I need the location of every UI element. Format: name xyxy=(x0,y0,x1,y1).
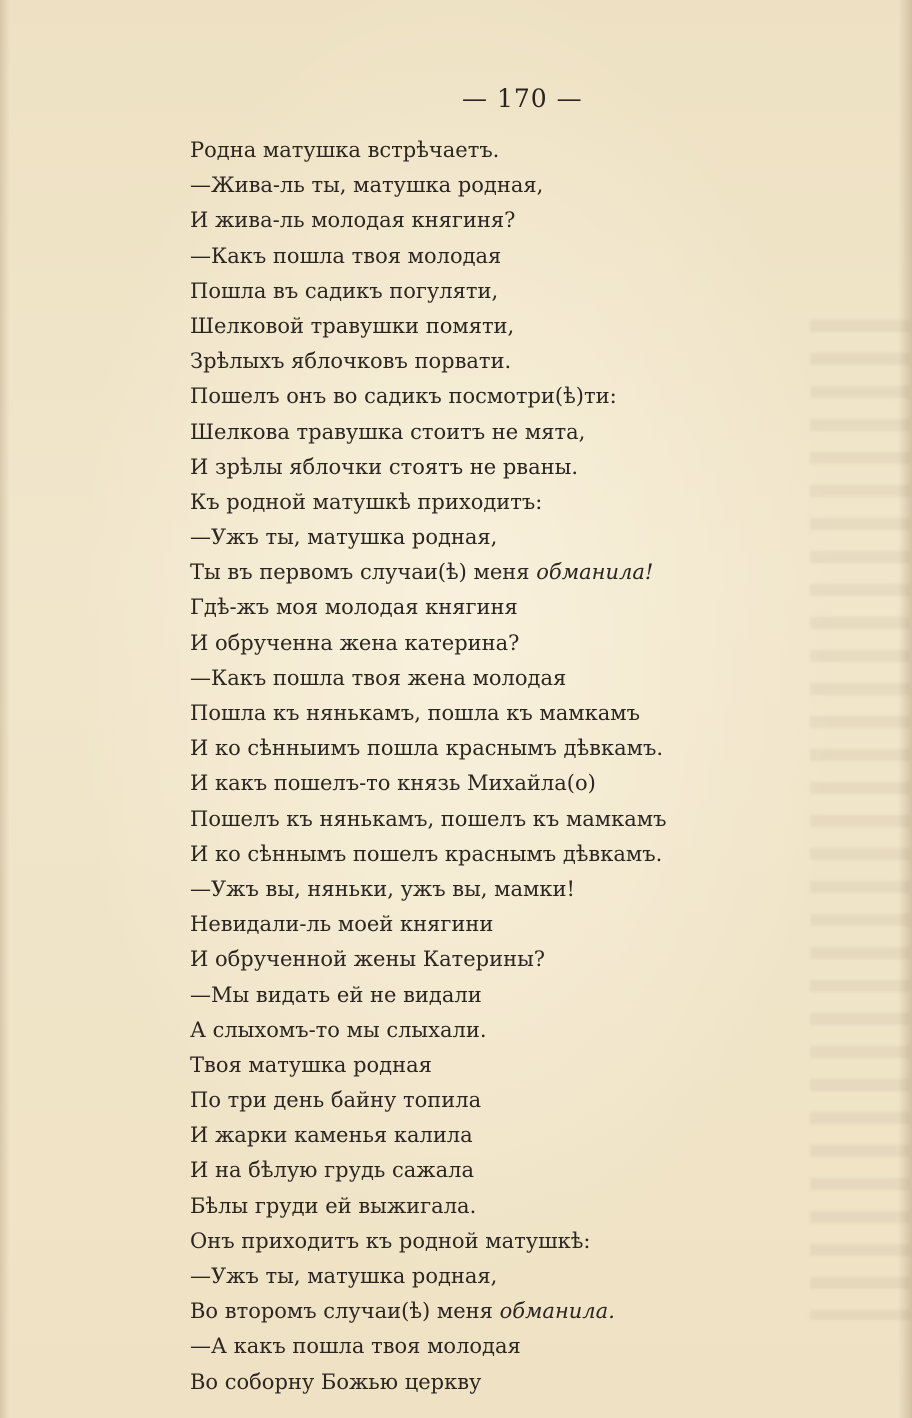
poem-line-text: И обрученна жена катерина? xyxy=(190,630,520,655)
poem-line-text: Бѣлы груди ей выжигала. xyxy=(190,1193,477,1218)
show-through-text xyxy=(810,320,910,1320)
poem-line xyxy=(190,590,790,625)
poem-line-text: Твоя матушка родная xyxy=(190,1052,432,1077)
poem-line-text: Онъ приходитъ къ родной матушкѣ: xyxy=(190,1228,591,1253)
poem-line-text: Шелковой травушки помяти, xyxy=(190,313,515,338)
poem-line xyxy=(190,239,790,274)
poem-line-text: Родна матушка встрѣчаетъ. xyxy=(190,138,500,162)
poem-line-text: И ко сѣннымъ пошелъ краснымъ дѣвкамъ. xyxy=(190,841,663,866)
poem-line-text: Во второмъ случаи(ѣ) меня xyxy=(190,1299,500,1324)
poem-line xyxy=(190,168,790,203)
poem-line xyxy=(190,731,790,766)
poem-line-italic: обманила! xyxy=(536,560,654,585)
poem-line xyxy=(190,485,790,520)
poem-line xyxy=(190,1083,790,1118)
poem-line-italic: обманила. xyxy=(499,1299,615,1324)
poem-line-text: И зрѣлы яблочки стоятъ не рваны. xyxy=(190,454,579,479)
poem-line-text: —Ужъ ты, матушка родная, xyxy=(190,525,498,550)
poem-line-text: Пошла къ нянькамъ, пошла къ мамкамъ xyxy=(190,701,640,725)
poem-line-text: Гдѣ-жъ моя молодая княгиня xyxy=(190,595,518,620)
poem-line xyxy=(190,520,790,555)
poem-line-text: По три день байну топила xyxy=(190,1088,482,1113)
page-number: — 170 — xyxy=(462,84,583,113)
poem-line xyxy=(190,274,790,309)
poem-line-text: И ко сѣнныимъ пошла краснымъ дѣвкамъ. xyxy=(190,736,663,761)
poem-line-text: Пошла въ садикъ погуляти, xyxy=(190,278,499,303)
poem-line xyxy=(190,379,790,414)
poem-line xyxy=(190,872,790,907)
poem-line xyxy=(190,133,790,168)
poem-line xyxy=(190,1189,790,1224)
poem-line xyxy=(190,766,790,801)
poem-line-text: Шелкова травушка стоитъ не мята, xyxy=(190,419,586,444)
poem-line xyxy=(190,978,790,1013)
poem-line xyxy=(190,696,790,731)
poem-line xyxy=(190,1153,790,1188)
poem-line xyxy=(190,626,790,661)
poem-line-text: Невидали-ль моей княгини xyxy=(190,912,494,937)
poem-line-text: А слыхомъ-то мы слыхали. xyxy=(190,1017,487,1042)
poem-line xyxy=(190,555,790,590)
poem-line-text: И какъ пошелъ-то князь Михайла(о) xyxy=(190,771,596,796)
poem-line xyxy=(190,450,790,485)
poem-line xyxy=(190,1013,790,1048)
poem-line-text: Зрѣлыхъ яблочковъ порвати. xyxy=(190,349,512,374)
page-left-shadow xyxy=(0,0,10,1418)
poem-line-text: И на бѣлую грудь сажала xyxy=(190,1158,474,1183)
poem-line xyxy=(190,344,790,379)
poem-line xyxy=(190,661,790,696)
poem-line-text: —Ужъ вы, няньки, ужъ вы, мамки! xyxy=(190,876,575,901)
poem-line xyxy=(190,837,790,872)
poem-line xyxy=(190,942,790,977)
poem-line xyxy=(190,1118,790,1153)
poem-line-text: И жарки каменья калила xyxy=(190,1123,473,1148)
poem-line-text: Пошелъ къ нянькамъ, пошелъ къ мамкамъ xyxy=(190,806,667,831)
poem-text xyxy=(190,133,790,1400)
poem-line-text: —Какъ пошла твоя жена молодая xyxy=(190,665,567,690)
poem-line xyxy=(190,1259,790,1294)
poem-line-text: Во соборну Божью церкву xyxy=(190,1369,482,1394)
poem-line-text: И жива-ль молодая княгиня? xyxy=(190,208,516,233)
poem-line xyxy=(190,1329,790,1364)
poem-line xyxy=(190,309,790,344)
poem-line xyxy=(190,802,790,837)
poem-line-text: Ты въ первомъ случаи(ѣ) меня xyxy=(190,560,537,585)
poem-line-text: —Какъ пошла твоя молодая xyxy=(190,243,502,268)
poem-line-text: —Жива-ль ты, матушка родная, xyxy=(190,173,544,198)
poem-line-text: —Мы видать ей не видали xyxy=(190,982,482,1007)
poem-line-text: —Ужъ ты, матушка родная, xyxy=(190,1264,498,1288)
poem-line xyxy=(190,1048,790,1083)
poem-line xyxy=(190,1294,790,1329)
poem-line-text: Къ родной матушкѣ приходитъ: xyxy=(190,489,543,514)
poem-line-text: —А какъ пошла твоя молодая xyxy=(190,1334,521,1359)
poem-line xyxy=(190,203,790,238)
poem-line xyxy=(190,907,790,942)
poem-line xyxy=(190,1365,790,1400)
poem-line-text: И обрученной жены Катерины? xyxy=(190,947,546,972)
poem-line xyxy=(190,415,790,450)
poem-line xyxy=(190,1224,790,1259)
poem-line-text: Пошелъ онъ во садикъ посмотри(ѣ)ти: xyxy=(190,384,617,409)
